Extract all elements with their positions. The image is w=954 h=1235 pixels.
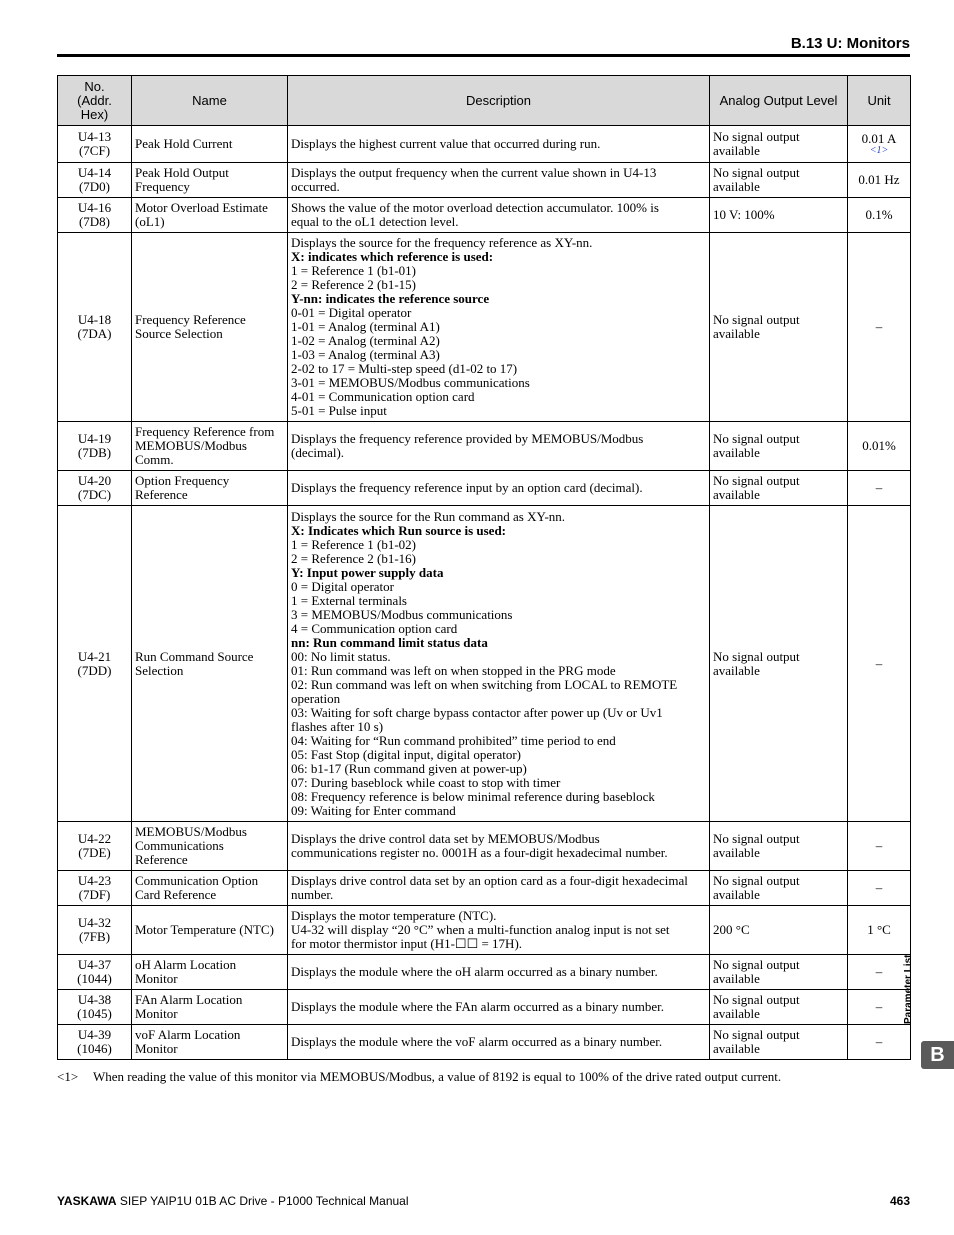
description-line: for motor thermistor input (H1-☐☐ = 17H).	[291, 936, 523, 951]
description-line: Displays the frequency reference provided by MEMOBUS/Modbus	[291, 431, 644, 446]
description-line: 00: No limit status.	[291, 648, 391, 664]
col-header-analog-output: Analog Output Level	[710, 76, 848, 126]
analog-output-line: available	[713, 445, 760, 460]
description-line: Displays the source for the frequency reference as XY-nn.	[291, 235, 593, 250]
description-line: U4-32 will display “20 °C” when a multi-function analog input is not set	[291, 922, 670, 937]
param-address: (7D0)	[78, 179, 111, 194]
col-header-description: Description	[288, 76, 710, 126]
param-address: (7DE)	[78, 845, 111, 860]
param-number	[58, 163, 132, 198]
unit-value: –	[875, 480, 883, 495]
analog-output-line: 200 °C	[713, 922, 750, 937]
param-number	[58, 506, 132, 822]
param-unit	[848, 990, 911, 1025]
description-line: nn: Run command limit status data	[291, 634, 488, 650]
table-row	[58, 955, 911, 990]
unit-value: 0.01%	[862, 438, 896, 453]
description-line: 02: Run command was left on when switching from LOCAL to REMOTE	[291, 676, 678, 692]
analog-output-level	[710, 163, 848, 198]
param-name-line: Monitor	[135, 1006, 178, 1021]
table-row	[58, 1025, 911, 1060]
analog-output-line: available	[713, 1006, 760, 1021]
param-address: (7DB)	[77, 445, 112, 460]
description-line: 1 = Reference 1 (b1-01)	[291, 263, 416, 278]
param-address: (7CF)	[78, 143, 111, 158]
param-id: U4-16	[77, 200, 112, 215]
param-unit	[848, 198, 911, 233]
param-unit	[848, 871, 911, 906]
param-id: U4-14	[77, 165, 112, 180]
param-name-line: Monitor	[135, 1041, 178, 1056]
param-address: (7DF)	[78, 887, 111, 902]
description-line: Displays the source for the Run command as XY-nn.	[291, 508, 566, 524]
analog-output-level	[710, 1025, 848, 1060]
param-id: U4-37	[77, 957, 112, 972]
param-id: U4-38	[77, 992, 112, 1007]
param-name-line: Option Frequency	[135, 473, 230, 488]
table-row	[58, 126, 911, 163]
description-line: 1 = Reference 1 (b1-02)	[291, 536, 416, 552]
param-number	[58, 822, 132, 871]
param-id: U4-23	[77, 873, 112, 888]
param-name-line: Frequency	[135, 179, 190, 194]
param-name-line: Motor Overload Estimate	[135, 200, 268, 215]
description-line: 5-01 = Pulse input	[291, 403, 387, 418]
description-line: Displays the module where the voF alarm occurred as a binary number.	[291, 1034, 663, 1049]
description-line: Displays the output frequency when the current value shown in U4-13	[291, 165, 657, 180]
description-line: 09: Waiting for Enter command	[291, 802, 456, 818]
description-line: number.	[291, 887, 334, 902]
param-description	[288, 471, 710, 506]
unit-value: 0.1%	[865, 207, 893, 222]
param-name-line: Peak Hold Output	[135, 165, 229, 180]
param-unit	[848, 126, 911, 163]
param-unit	[848, 506, 911, 822]
param-name	[132, 198, 288, 233]
unit-value: –	[875, 880, 883, 895]
param-name-line: Motor Temperature (NTC)	[135, 922, 274, 937]
param-description	[288, 422, 710, 471]
description-line: 07: During baseblock while coast to stop with timer	[291, 774, 561, 790]
table-row	[58, 822, 911, 871]
param-name-line: MEMOBUS/Modbus	[135, 824, 247, 839]
analog-output-line: No signal output	[713, 873, 800, 888]
description-line: 06: b1-17 (Run command given at power-up)	[291, 760, 527, 776]
param-name-line: Card Reference	[135, 887, 217, 902]
param-description	[288, 990, 710, 1025]
analog-output-line: available	[713, 971, 760, 986]
param-id: U4-13	[77, 129, 112, 144]
param-name	[132, 126, 288, 163]
header-rule	[57, 54, 910, 57]
param-name-line: (oL1)	[135, 214, 165, 229]
unit-value: 0.01 A	[861, 131, 897, 146]
monitor-table	[57, 75, 911, 1060]
param-unit	[848, 955, 911, 990]
param-id: U4-19	[77, 431, 112, 446]
param-name-line: FAn Alarm Location	[135, 992, 243, 1007]
footer-doc-title: SIEP YAIP1U 01B AC Drive - P1000 Technical Manual	[116, 1194, 409, 1208]
unit-value: –	[875, 964, 883, 979]
param-number	[58, 1025, 132, 1060]
table-row	[58, 233, 911, 422]
param-id: U4-39	[77, 1027, 112, 1042]
param-description	[288, 822, 710, 871]
param-unit	[848, 906, 911, 955]
param-unit	[848, 233, 911, 422]
param-name	[132, 1025, 288, 1060]
param-id: U4-20	[77, 473, 112, 488]
analog-output-line: available	[713, 845, 760, 860]
param-name	[132, 822, 288, 871]
param-number	[58, 422, 132, 471]
description-line: communications register no. 0001H as a four-digit hexadecimal number.	[291, 845, 668, 860]
param-name-line: Reference	[135, 487, 188, 502]
param-number	[58, 955, 132, 990]
param-description	[288, 906, 710, 955]
param-unit	[848, 471, 911, 506]
param-name-line: Run Command Source	[135, 648, 254, 664]
description-line: 05: Fast Stop (digital input, digital operator)	[291, 746, 522, 762]
param-description	[288, 506, 710, 822]
description-line: 2 = Reference 2 (b1-15)	[291, 277, 416, 292]
description-line: 3-01 = MEMOBUS/Modbus communications	[291, 375, 530, 390]
footnote-marker: <1>	[57, 1069, 79, 1084]
param-name-line: voF Alarm Location	[135, 1027, 241, 1042]
col-header-no: No. (Addr. Hex)	[58, 76, 132, 126]
table-row	[58, 871, 911, 906]
param-number	[58, 871, 132, 906]
analog-output-line: available	[713, 662, 760, 678]
description-line: operation	[291, 690, 341, 706]
description-line: (decimal).	[291, 445, 345, 460]
param-address: (7DD)	[77, 662, 112, 678]
analog-output-level	[710, 422, 848, 471]
param-id: U4-18	[77, 312, 112, 327]
analog-output-line: available	[713, 887, 760, 902]
col-header-unit: Unit	[848, 76, 911, 126]
description-line: 04: Waiting for “Run command prohibited” time period to end	[291, 732, 616, 748]
param-address: (7D8)	[78, 214, 111, 229]
analog-output-line: No signal output	[713, 312, 800, 327]
param-number	[58, 198, 132, 233]
unit-value: 1 °C	[867, 922, 891, 937]
param-number	[58, 990, 132, 1025]
param-id: U4-32	[77, 915, 112, 930]
description-line: Displays the highest current value that occurred during run.	[291, 136, 601, 151]
table-row	[58, 990, 911, 1025]
param-name-line: Communication Option	[135, 873, 259, 888]
param-name	[132, 906, 288, 955]
analog-output-level	[710, 955, 848, 990]
table-row	[58, 506, 911, 822]
col-header-name: Name	[132, 76, 288, 126]
param-number	[58, 126, 132, 163]
param-name	[132, 955, 288, 990]
param-description	[288, 233, 710, 422]
analog-output-line: available	[713, 487, 760, 502]
param-name-line: Peak Hold Current	[135, 136, 233, 151]
description-line: 1 = External terminals	[291, 592, 407, 608]
param-address: (7DA)	[77, 326, 112, 341]
unit-value: –	[875, 655, 883, 671]
description-line: 2 = Reference 2 (b1-16)	[291, 550, 416, 566]
analog-output-line: No signal output	[713, 831, 800, 846]
param-name	[132, 233, 288, 422]
page-number: 463	[889, 1194, 910, 1208]
side-section-label: Parameter List	[903, 954, 914, 1024]
description-line: Displays the frequency reference input by an option card (decimal).	[291, 480, 643, 495]
description-line: equal to the oL1 detection level.	[291, 214, 459, 229]
table-header-row	[58, 76, 911, 126]
analog-output-level	[710, 471, 848, 506]
description-line: 2-02 to 17 = Multi-step speed (d1-02 to 17)	[291, 361, 518, 376]
description-line: Y: Input power supply data	[291, 564, 444, 580]
param-name-line: Source Selection	[135, 326, 223, 341]
description-line: Displays the module where the FAn alarm occurred as a binary number.	[291, 999, 665, 1014]
description-line: 1-01 = Analog (terminal A1)	[291, 319, 440, 334]
analog-output-line: available	[713, 326, 760, 341]
footnote	[57, 1069, 910, 1085]
param-number	[58, 906, 132, 955]
analog-output-level	[710, 822, 848, 871]
param-name-line: oH Alarm Location	[135, 957, 237, 972]
section-title: B.13 U: Monitors	[790, 35, 910, 52]
analog-output-line: No signal output	[713, 473, 800, 488]
param-address: (7DC)	[77, 487, 112, 502]
param-number	[58, 471, 132, 506]
analog-output-line: 10 V: 100%	[713, 207, 775, 222]
param-address: (1045)	[77, 1006, 112, 1021]
analog-output-line: No signal output	[713, 129, 800, 144]
unit-value: –	[875, 838, 883, 853]
table-row	[58, 422, 911, 471]
param-name	[132, 871, 288, 906]
description-line: 1-02 = Analog (terminal A2)	[291, 333, 440, 348]
side-section-tab[interactable]: B	[921, 1041, 954, 1069]
description-line: 4-01 = Communication option card	[291, 389, 475, 404]
param-name	[132, 422, 288, 471]
description-line: 08: Frequency reference is below minimal reference during baseblock	[291, 788, 655, 804]
unit-value: –	[875, 999, 883, 1014]
param-name-line: Frequency Reference	[135, 312, 246, 327]
description-line: Y-nn: indicates the reference source	[291, 291, 490, 306]
param-unit	[848, 422, 911, 471]
analog-output-level	[710, 506, 848, 822]
param-name-line: Frequency Reference from	[135, 424, 275, 439]
param-name	[132, 163, 288, 198]
param-address: (1044)	[77, 971, 112, 986]
param-name-line: Selection	[135, 662, 184, 678]
footnote-reference-link[interactable]: <1>	[869, 145, 889, 156]
unit-value: 0.01 Hz	[858, 172, 900, 187]
description-line: Displays the motor temperature (NTC).	[291, 908, 497, 923]
param-description	[288, 198, 710, 233]
description-line: occurred.	[291, 179, 340, 194]
unit-value: –	[875, 319, 883, 334]
param-unit	[848, 822, 911, 871]
analog-output-line: No signal output	[713, 992, 800, 1007]
analog-output-line: No signal output	[713, 165, 800, 180]
param-description	[288, 163, 710, 198]
description-line: Shows the value of the motor overload detection accumulator. 100% is	[291, 200, 659, 215]
description-line: Displays the module where the oH alarm occurred as a binary number.	[291, 964, 658, 979]
description-line: 3 = MEMOBUS/Modbus communications	[291, 606, 513, 622]
param-id: U4-22	[77, 831, 112, 846]
description-line: Displays the drive control data set by MEMOBUS/Modbus	[291, 831, 600, 846]
analog-output-level	[710, 906, 848, 955]
param-unit	[848, 1025, 911, 1060]
analog-output-line: No signal output	[713, 648, 800, 664]
param-description	[288, 1025, 710, 1060]
analog-output-line: available	[713, 179, 760, 194]
param-name-line: Monitor	[135, 971, 178, 986]
param-name	[132, 471, 288, 506]
analog-output-line: No signal output	[713, 1027, 800, 1042]
param-description	[288, 871, 710, 906]
description-line: 0 = Digital operator	[291, 578, 394, 594]
footer-document	[57, 1194, 409, 1208]
description-line: X: indicates which reference is used:	[291, 249, 494, 264]
description-line: 03: Waiting for soft charge bypass contactor after power up (Uv or Uv1	[291, 704, 663, 720]
param-description	[288, 126, 710, 163]
description-line: 4 = Communication option card	[291, 620, 458, 636]
footer-brand: YASKAWA	[57, 1194, 117, 1208]
analog-output-level	[710, 990, 848, 1025]
description-line: flashes after 10 s)	[291, 718, 384, 734]
analog-output-level	[710, 126, 848, 163]
description-line: 1-03 = Analog (terminal A3)	[291, 347, 440, 362]
analog-output-level	[710, 198, 848, 233]
analog-output-line: available	[713, 1041, 760, 1056]
param-name-line: Communications	[135, 838, 224, 853]
analog-output-line: No signal output	[713, 957, 800, 972]
analog-output-line: No signal output	[713, 431, 800, 446]
param-unit	[848, 163, 911, 198]
table-row	[58, 471, 911, 506]
param-number	[58, 233, 132, 422]
param-address: (7FB)	[78, 929, 111, 944]
table-row	[58, 198, 911, 233]
table-row	[58, 163, 911, 198]
description-line: X: Indicates which Run source is used:	[291, 522, 507, 538]
unit-value: –	[875, 1034, 883, 1049]
table-row	[58, 906, 911, 955]
analog-output-level	[710, 871, 848, 906]
analog-output-level	[710, 233, 848, 422]
param-id: U4-21	[77, 648, 112, 664]
param-name	[132, 506, 288, 822]
param-description	[288, 955, 710, 990]
param-name	[132, 990, 288, 1025]
param-address: (1046)	[77, 1041, 112, 1056]
param-name-line: MEMOBUS/Modbus	[135, 438, 247, 453]
description-line: 01: Run command was left on when stopped in the PRG mode	[291, 662, 616, 678]
description-line: 0-01 = Digital operator	[291, 305, 412, 320]
footnote-text: When reading the value of this monitor via MEMOBUS/Modbus, a value of 8192 is equal to 100% of the drive rated output current.	[93, 1069, 782, 1084]
description-line: Displays drive control data set by an option card as a four-digit hexadecimal	[291, 873, 688, 888]
param-name-line: Comm.	[135, 452, 174, 467]
analog-output-line: available	[713, 143, 760, 158]
param-name-line: Reference	[135, 852, 188, 867]
